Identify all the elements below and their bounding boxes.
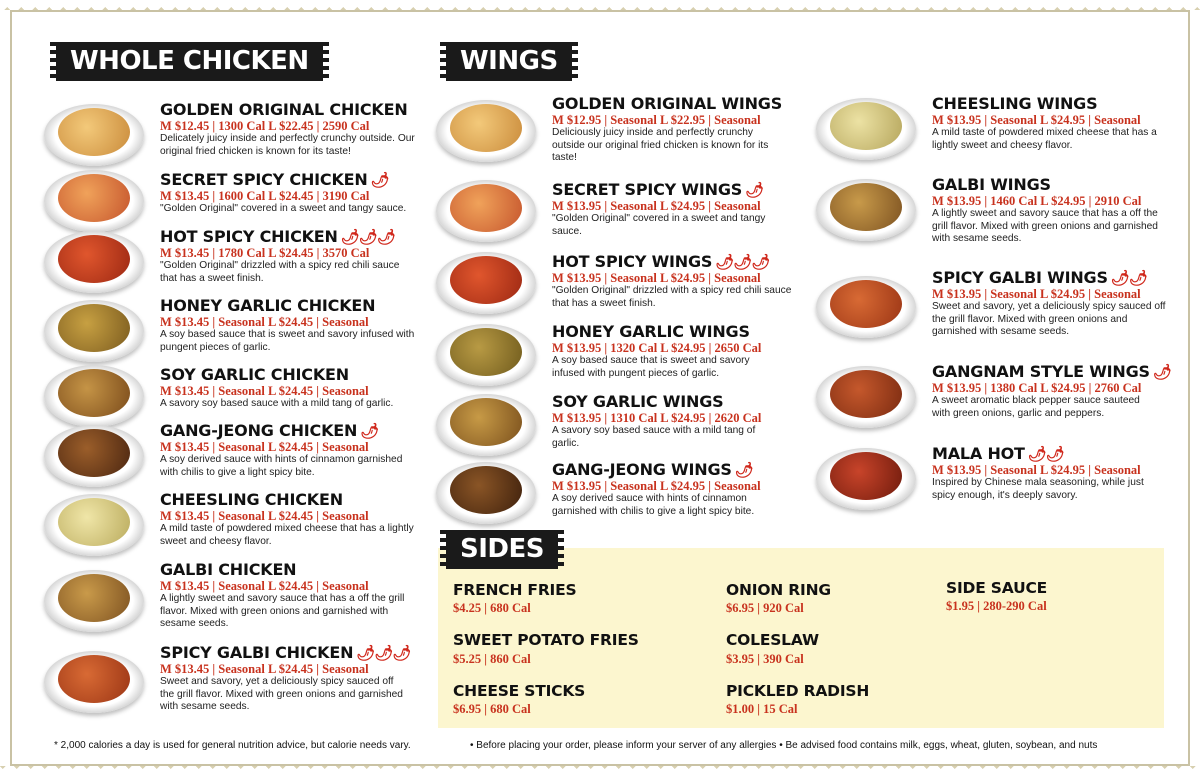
side-item-name[interactable]: PICKLED RADISH bbox=[726, 682, 870, 700]
food-plate-image bbox=[44, 170, 144, 232]
item-price: M $13.95 | Seasonal L $24.95 | Seasonal bbox=[932, 463, 1141, 477]
item-name: SPICY GALBI CHICKEN 🌶🌶🌶 bbox=[160, 643, 411, 662]
item-price: M $13.95 | 1460 Cal L $24.95 | 2910 Cal bbox=[932, 194, 1142, 208]
item-name: GANG-JEONG WINGS 🌶 bbox=[552, 460, 753, 479]
item-price: M $13.95 | Seasonal L $24.95 | Seasonal bbox=[552, 479, 761, 493]
pepper-icon: 🌶 bbox=[1152, 363, 1171, 381]
menu-item[interactable] bbox=[816, 94, 1176, 158]
food-plate-image bbox=[436, 394, 536, 456]
menu-item[interactable] bbox=[436, 322, 796, 386]
menu-item[interactable] bbox=[44, 560, 424, 638]
item-name: HONEY GARLIC CHICKEN bbox=[160, 296, 376, 315]
food-plate-image bbox=[44, 231, 144, 293]
food-plate-image bbox=[44, 365, 144, 427]
bottom-zigzag-border bbox=[0, 766, 1200, 776]
item-name: HOT SPICY WINGS 🌶🌶🌶 bbox=[552, 252, 770, 271]
side-item-price: $1.95 | 280-290 Cal bbox=[946, 599, 1047, 613]
menu-item[interactable] bbox=[44, 100, 424, 164]
food-plate-image bbox=[816, 366, 916, 428]
pepper-icon: 🌶 bbox=[734, 461, 753, 479]
item-description: Sweet and savory, yet a deliciously spicy sauced off the grill flavor. Mixed with green onions and garnished with sesame seeds. bbox=[160, 676, 403, 712]
menu-item[interactable] bbox=[436, 252, 796, 316]
side-item-name[interactable]: SWEET POTATO FRIES bbox=[453, 631, 639, 649]
menu-item[interactable] bbox=[44, 296, 424, 360]
item-name: GALBI CHICKEN bbox=[160, 560, 297, 579]
item-name: HONEY GARLIC WINGS bbox=[552, 322, 750, 341]
food-plate-image bbox=[44, 425, 144, 487]
side-item-price: $6.95 | 920 Cal bbox=[726, 601, 804, 615]
pepper-icon: 🌶🌶🌶 bbox=[340, 228, 395, 246]
pepper-icon: 🌶🌶🌶 bbox=[715, 253, 770, 271]
menu-item[interactable] bbox=[816, 175, 1176, 253]
item-description: A sweet aromatic black pepper sauce sauteed with green onions, garlic and peppers. bbox=[932, 395, 1140, 419]
item-price: M $13.45 | Seasonal L $24.45 | Seasonal bbox=[160, 509, 369, 523]
item-description: "Golden Original" covered in a sweet and tangy sauce. bbox=[552, 213, 766, 237]
food-plate-image bbox=[44, 570, 144, 632]
item-price: M $13.95 | 1310 Cal L $24.95 | 2620 Cal bbox=[552, 411, 762, 425]
item-price: M $13.45 | Seasonal L $24.45 | Seasonal bbox=[160, 384, 369, 398]
allergy-disclaimer: • Before placing your order, please inform your server of any allergies • Be advised food contains milk, eggs, wheat, gluten, soybean, and nuts bbox=[470, 740, 1098, 751]
menu-item[interactable] bbox=[44, 365, 424, 421]
side-item-price: $1.00 | 15 Cal bbox=[726, 702, 798, 716]
wings-banner: WINGS bbox=[446, 42, 572, 81]
item-description: A soy derived sauce with hints of cinnamon garnished with chilis to give a light spicy bite. bbox=[160, 454, 403, 478]
food-plate-image bbox=[44, 494, 144, 556]
menu-item[interactable] bbox=[436, 392, 796, 456]
item-description: A soy based sauce that is sweet and savory infused with pungent pieces of garlic. bbox=[160, 329, 415, 353]
item-price: M $13.45 | 1600 Cal L $24.45 | 3190 Cal bbox=[160, 189, 370, 203]
top-zigzag-border bbox=[0, 0, 1200, 10]
food-plate-image bbox=[816, 448, 916, 510]
item-description: "Golden Original" drizzled with a spicy red chili sauce that has a sweet finish. bbox=[160, 260, 400, 284]
side-item-price: $5.25 | 860 Cal bbox=[453, 652, 531, 666]
item-description: A mild taste of powdered mixed cheese that has a lightly sweet and cheesy flavor. bbox=[160, 523, 414, 547]
side-item-name[interactable]: COLESLAW bbox=[726, 631, 819, 649]
side-item-price: $6.95 | 680 Cal bbox=[453, 702, 531, 716]
menu-item[interactable] bbox=[816, 444, 1176, 508]
pepper-icon: 🌶 bbox=[370, 171, 389, 189]
item-description: "Golden Original" drizzled with a spicy red chili sauce that has a sweet finish. bbox=[552, 285, 792, 309]
food-plate-image bbox=[436, 324, 536, 386]
item-price: M $12.95 | Seasonal L $22.95 | Seasonal bbox=[552, 113, 761, 127]
item-name: SOY GARLIC CHICKEN bbox=[160, 365, 349, 384]
item-description: A lightly sweet and savory sauce that has a off the grill flavor. Mixed with green onions and garnished with sesame seeds. bbox=[160, 593, 405, 629]
calorie-disclaimer: * 2,000 calories a day is used for general nutrition advice, but calorie needs vary. bbox=[54, 740, 411, 751]
side-item-name[interactable]: CHEESE STICKS bbox=[453, 682, 586, 700]
menu-item[interactable] bbox=[44, 170, 424, 226]
item-name: GALBI WINGS bbox=[932, 175, 1051, 194]
item-description: A savory soy based sauce with a mild tang of garlic. bbox=[160, 398, 394, 409]
side-item-price: $3.95 | 390 Cal bbox=[726, 652, 804, 666]
item-description: A savory soy based sauce with a mild tang of garlic. bbox=[552, 425, 756, 449]
item-description: Inspired by Chinese mala seasoning, while just spicy enough, it's deeply savory. bbox=[932, 477, 1144, 501]
sides-banner: SIDES bbox=[446, 530, 558, 569]
food-plate-image bbox=[816, 179, 916, 241]
item-price: M $12.45 | 1300 Cal L $22.45 | 2590 Cal bbox=[160, 119, 370, 133]
food-plate-image bbox=[436, 252, 536, 314]
side-item-name[interactable]: SIDE SAUCE bbox=[946, 579, 1048, 597]
item-name: SECRET SPICY WINGS 🌶 bbox=[552, 180, 764, 199]
item-price: M $13.95 | Seasonal L $24.95 | Seasonal bbox=[932, 287, 1141, 301]
pepper-icon: 🌶 bbox=[745, 181, 764, 199]
food-plate-image bbox=[436, 180, 536, 242]
menu-item[interactable] bbox=[816, 362, 1176, 426]
menu-item[interactable] bbox=[44, 490, 424, 554]
item-name: GOLDEN ORIGINAL CHICKEN bbox=[160, 100, 408, 119]
item-price: M $13.45 | Seasonal L $24.45 | Seasonal bbox=[160, 662, 369, 676]
item-name: GANGNAM STYLE WINGS 🌶 bbox=[932, 362, 1171, 381]
pepper-icon: 🌶🌶 bbox=[1027, 445, 1064, 463]
item-price: M $13.95 | Seasonal L $24.95 | Seasonal bbox=[932, 113, 1141, 127]
item-name: SPICY GALBI WINGS 🌶🌶 bbox=[932, 268, 1147, 287]
item-price: M $13.45 | Seasonal L $24.45 | Seasonal bbox=[160, 440, 369, 454]
item-description: A soy derived sauce with hints of cinnamon garnished with chilis to give a light spicy bite. bbox=[552, 493, 755, 517]
item-name: MALA HOT 🌶🌶 bbox=[932, 444, 1064, 463]
food-plate-image bbox=[816, 276, 916, 338]
item-price: M $13.45 | Seasonal L $24.45 | Seasonal bbox=[160, 315, 369, 329]
food-plate-image bbox=[816, 98, 916, 160]
item-name: SOY GARLIC WINGS bbox=[552, 392, 724, 411]
item-price: M $13.45 | 1780 Cal L $24.45 | 3570 Cal bbox=[160, 246, 370, 260]
side-item-name[interactable]: ONION RING bbox=[726, 581, 831, 599]
item-description: Sweet and savory, yet a deliciously spicy sauced off the grill flavor. Mixed with green onions and garnished with sesame seeds. bbox=[932, 301, 1166, 337]
item-name: SECRET SPICY CHICKEN 🌶 bbox=[160, 170, 389, 189]
item-description: "Golden Original" covered in a sweet and tangy sauce. bbox=[160, 203, 407, 214]
food-plate-image bbox=[44, 300, 144, 362]
side-item-price: $4.25 | 680 Cal bbox=[453, 601, 531, 615]
food-plate-image bbox=[44, 651, 144, 713]
item-description: Deliciously juicy inside and perfectly crunchy outside our original fried chicken is known for its taste! bbox=[552, 127, 769, 163]
pepper-icon: 🌶 bbox=[360, 422, 379, 440]
item-name: HOT SPICY CHICKEN 🌶🌶🌶 bbox=[160, 227, 395, 246]
item-price: M $13.45 | Seasonal L $24.45 | Seasonal bbox=[160, 579, 369, 593]
item-description: Delicately juicy inside and perfectly crunchy outside. Our original fried chicken is known for its taste! bbox=[160, 133, 415, 157]
food-plate-image bbox=[44, 104, 144, 166]
pepper-icon: 🌶🌶 bbox=[1110, 269, 1147, 287]
item-name: GANG-JEONG CHICKEN 🌶 bbox=[160, 421, 379, 440]
item-price: M $13.95 | 1320 Cal L $24.95 | 2650 Cal bbox=[552, 341, 762, 355]
item-description: A soy based sauce that is sweet and savory infused with pungent pieces of garlic. bbox=[552, 355, 750, 379]
menu-item[interactable] bbox=[44, 421, 424, 485]
menu-item[interactable] bbox=[44, 227, 424, 291]
side-item-name[interactable]: FRENCH FRIES bbox=[453, 581, 577, 599]
menu-item[interactable] bbox=[436, 180, 796, 244]
item-name: CHEESLING WINGS bbox=[932, 94, 1098, 113]
menu-item[interactable] bbox=[44, 643, 424, 721]
food-plate-image bbox=[436, 462, 536, 524]
item-price: M $13.95 | Seasonal L $24.95 | Seasonal bbox=[552, 271, 761, 285]
item-name: CHEESLING CHICKEN bbox=[160, 490, 343, 509]
menu-item[interactable] bbox=[816, 268, 1176, 346]
food-plate-image bbox=[436, 100, 536, 162]
item-price: M $13.95 | 1380 Cal L $24.95 | 2760 Cal bbox=[932, 381, 1142, 395]
menu-item[interactable] bbox=[436, 460, 796, 524]
item-description: A lightly sweet and savory sauce that has a off the grill flavor. Mixed with green onions and garnished with sesame seeds. bbox=[932, 208, 1158, 244]
item-price: M $13.95 | Seasonal L $24.95 | Seasonal bbox=[552, 199, 761, 213]
menu-item[interactable] bbox=[436, 94, 796, 172]
item-description: A mild taste of powdered mixed cheese that has a lightly sweet and cheesy flavor. bbox=[932, 127, 1157, 151]
item-name: GOLDEN ORIGINAL WINGS bbox=[552, 94, 783, 113]
whole-chicken-banner: WHOLE CHICKEN bbox=[56, 42, 323, 81]
pepper-icon: 🌶🌶🌶 bbox=[356, 644, 411, 662]
